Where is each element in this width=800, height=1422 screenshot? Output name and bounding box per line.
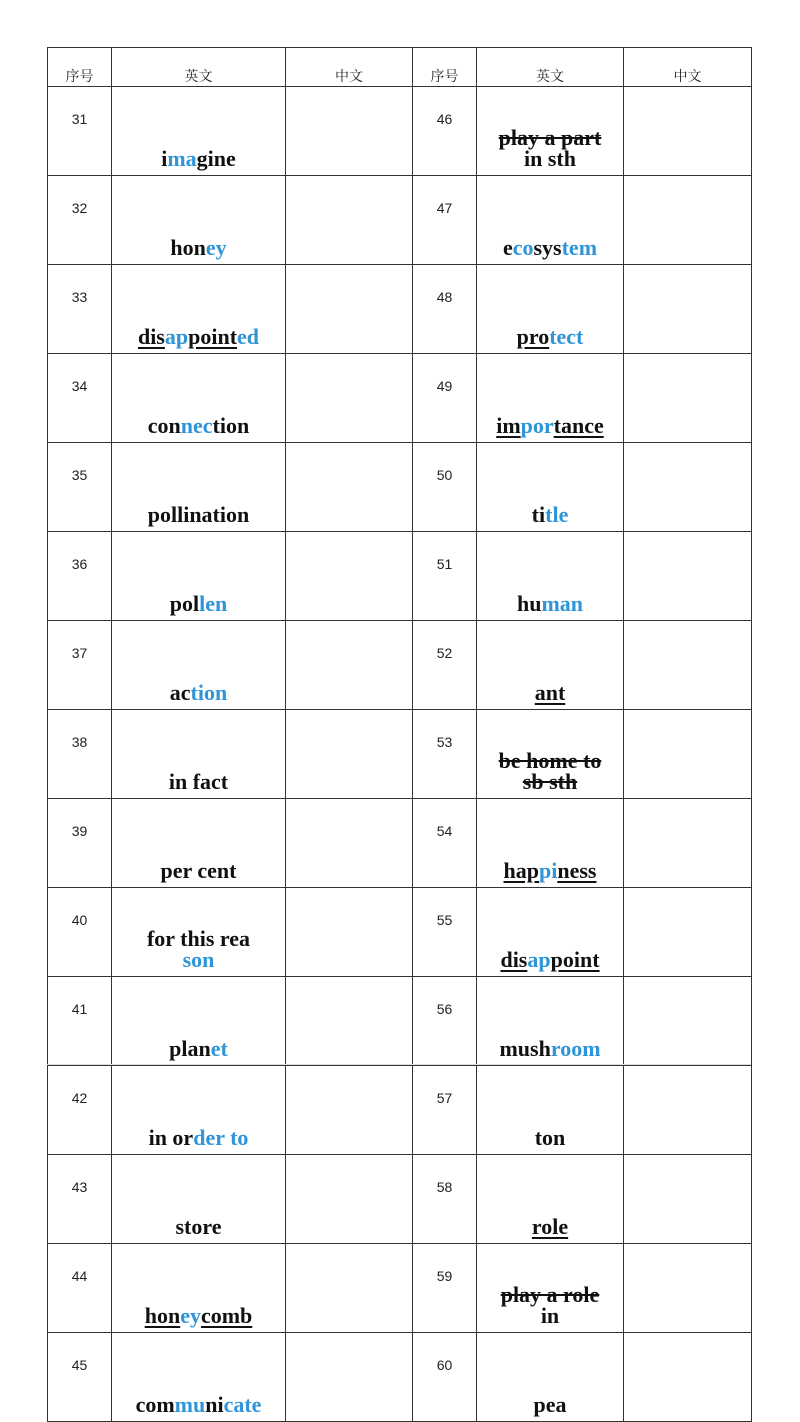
word-segment: i xyxy=(161,146,168,171)
word-segment: tle xyxy=(545,502,569,527)
english-word-cell xyxy=(112,888,286,977)
row-number: 43 xyxy=(48,1155,112,1244)
word-text xyxy=(499,750,602,792)
word-segment: be home to xyxy=(498,748,602,773)
chinese-answer-cell[interactable] xyxy=(624,354,752,443)
word-text xyxy=(517,326,584,347)
chinese-answer-cell[interactable] xyxy=(286,443,413,532)
table-row xyxy=(48,176,752,265)
chinese-answer-cell[interactable] xyxy=(286,265,413,354)
word-segment: pro xyxy=(516,324,550,349)
word-text xyxy=(169,771,228,792)
table-row xyxy=(48,1155,752,1244)
english-word-cell xyxy=(112,532,286,621)
chinese-answer-cell[interactable] xyxy=(624,710,752,799)
row-number: 45 xyxy=(48,1333,112,1422)
english-word-cell xyxy=(112,621,286,710)
table-row xyxy=(48,799,752,888)
row-number: 57 xyxy=(413,1066,477,1155)
word-segment: ed xyxy=(237,324,260,349)
word-text xyxy=(499,127,602,169)
word-segment: co xyxy=(512,235,534,260)
word-segment: pol xyxy=(169,591,200,616)
chinese-answer-cell[interactable] xyxy=(286,799,413,888)
english-word-cell xyxy=(112,710,286,799)
chinese-answer-cell[interactable] xyxy=(286,1333,413,1422)
row-number: 52 xyxy=(413,621,477,710)
word-segment: ma xyxy=(167,146,197,171)
row-number: 53 xyxy=(413,710,477,799)
word-segment: in fact xyxy=(168,769,229,794)
word-text xyxy=(175,1216,221,1237)
english-word-cell xyxy=(112,1333,286,1422)
word-text xyxy=(170,237,226,258)
word-text xyxy=(169,1038,228,1059)
row-number: 32 xyxy=(48,176,112,265)
english-word-cell xyxy=(477,532,624,621)
table-row xyxy=(48,621,752,710)
row-number: 41 xyxy=(48,977,112,1066)
word-segment: son xyxy=(182,947,215,972)
word-text xyxy=(138,326,259,347)
word-segment: sb sth xyxy=(522,769,578,794)
chinese-answer-cell[interactable] xyxy=(286,87,413,176)
table-row xyxy=(48,1066,752,1155)
english-word-cell xyxy=(112,87,286,176)
word-segment: dis xyxy=(137,324,165,349)
word-segment: der to xyxy=(193,1125,249,1150)
word-segment: ti xyxy=(531,502,546,527)
word-segment: pi xyxy=(539,858,558,883)
chinese-answer-cell[interactable] xyxy=(624,888,752,977)
row-number: 42 xyxy=(48,1066,112,1155)
word-segment: con xyxy=(147,413,181,438)
word-segment: ton xyxy=(534,1125,566,1150)
word-segment: pea xyxy=(533,1392,567,1417)
word-segment: gine xyxy=(196,146,236,171)
row-number: 48 xyxy=(413,265,477,354)
english-word-cell xyxy=(112,176,286,265)
row-number: 56 xyxy=(413,977,477,1066)
word-segment: ness xyxy=(557,858,597,883)
table-row xyxy=(48,265,752,354)
table-row xyxy=(48,532,752,621)
word-text xyxy=(149,1127,249,1148)
word-segment: ac xyxy=(169,680,191,705)
header-row xyxy=(48,48,752,87)
chinese-answer-cell[interactable] xyxy=(286,1244,413,1333)
english-word-cell xyxy=(477,443,624,532)
chinese-answer-cell[interactable] xyxy=(286,888,413,977)
english-word-cell xyxy=(112,1244,286,1333)
word-segment: role xyxy=(531,1214,569,1239)
word-segment: ap xyxy=(164,324,189,349)
chinese-answer-cell[interactable] xyxy=(624,1244,752,1333)
word-text xyxy=(504,860,597,881)
word-text xyxy=(532,1216,568,1237)
word-text xyxy=(147,928,250,970)
row-number: 46 xyxy=(413,87,477,176)
word-segment: per cent xyxy=(160,858,237,883)
word-segment: tect xyxy=(549,324,584,349)
word-segment: store xyxy=(175,1214,222,1239)
word-segment: ant xyxy=(534,680,566,705)
word-segment: in or xyxy=(148,1125,194,1150)
english-word-cell xyxy=(477,1066,624,1155)
english-word-cell xyxy=(477,1155,624,1244)
word-text xyxy=(161,860,237,881)
row-number: 54 xyxy=(413,799,477,888)
header-en-left: 英文 xyxy=(112,48,286,87)
english-word-cell xyxy=(112,443,286,532)
word-text xyxy=(148,415,249,436)
english-word-cell xyxy=(477,265,624,354)
word-text xyxy=(170,682,227,703)
chinese-answer-cell[interactable] xyxy=(286,977,413,1066)
chinese-answer-cell[interactable] xyxy=(286,1155,413,1244)
row-number: 35 xyxy=(48,443,112,532)
word-segment: for this rea xyxy=(146,926,251,951)
chinese-answer-cell[interactable] xyxy=(286,354,413,443)
row-number: 59 xyxy=(413,1244,477,1333)
word-text xyxy=(532,504,569,525)
english-word-cell xyxy=(477,354,624,443)
english-word-cell xyxy=(477,1333,624,1422)
english-word-cell xyxy=(477,176,624,265)
chinese-answer-cell[interactable] xyxy=(624,1333,752,1422)
chinese-answer-cell[interactable] xyxy=(286,1066,413,1155)
table-body xyxy=(48,87,752,1422)
header-cn-right: 中文 xyxy=(624,48,752,87)
word-segment: man xyxy=(541,591,584,616)
english-word-cell xyxy=(112,1066,286,1155)
word-segment: room xyxy=(550,1036,601,1061)
word-text xyxy=(501,1284,600,1326)
word-text xyxy=(534,1394,567,1415)
word-segment: mush xyxy=(499,1036,551,1061)
chinese-answer-cell[interactable] xyxy=(624,443,752,532)
word-segment: im xyxy=(496,413,521,438)
row-number: 38 xyxy=(48,710,112,799)
word-segment: ey xyxy=(205,235,227,260)
row-number: 49 xyxy=(413,354,477,443)
word-segment: in sth xyxy=(524,146,576,171)
word-segment: et xyxy=(210,1036,228,1061)
word-text xyxy=(145,1305,253,1326)
row-number: 37 xyxy=(48,621,112,710)
chinese-answer-cell[interactable] xyxy=(286,621,413,710)
row-number: 55 xyxy=(413,888,477,977)
word-segment: plan xyxy=(169,1036,211,1061)
row-number: 39 xyxy=(48,799,112,888)
table-row xyxy=(48,710,752,799)
header-cn-left: 中文 xyxy=(286,48,413,87)
row-number: 47 xyxy=(413,176,477,265)
english-word-cell xyxy=(112,1155,286,1244)
word-segment: hu xyxy=(516,591,542,616)
word-segment: mu xyxy=(174,1392,206,1417)
word-text xyxy=(136,1394,262,1415)
table-row xyxy=(48,443,752,532)
table-row xyxy=(48,87,752,176)
word-segment: pollination xyxy=(147,502,250,527)
page-bottom-rule xyxy=(47,1064,751,1065)
word-text xyxy=(170,593,227,614)
row-number: 58 xyxy=(413,1155,477,1244)
word-segment: tion xyxy=(190,680,228,705)
table-row xyxy=(48,1333,752,1422)
word-text xyxy=(148,504,249,525)
chinese-answer-cell[interactable] xyxy=(286,532,413,621)
chinese-answer-cell[interactable] xyxy=(624,1066,752,1155)
word-text xyxy=(535,1127,566,1148)
chinese-answer-cell[interactable] xyxy=(624,532,752,621)
chinese-answer-cell[interactable] xyxy=(624,176,752,265)
word-segment: ap xyxy=(527,947,551,972)
word-segment: tem xyxy=(561,235,598,260)
english-word-cell xyxy=(477,1244,624,1333)
chinese-answer-cell[interactable] xyxy=(286,176,413,265)
english-word-cell xyxy=(112,977,286,1066)
chinese-answer-cell[interactable] xyxy=(624,265,752,354)
word-segment: dis xyxy=(500,947,528,972)
english-word-cell xyxy=(112,799,286,888)
word-segment: hap xyxy=(503,858,539,883)
word-segment: tion xyxy=(212,413,250,438)
english-word-cell xyxy=(112,265,286,354)
row-number: 51 xyxy=(413,532,477,621)
table-row xyxy=(48,888,752,977)
english-word-cell xyxy=(477,799,624,888)
word-segment: play a role xyxy=(500,1282,600,1307)
word-segment: nec xyxy=(180,413,213,438)
word-text xyxy=(496,415,604,436)
word-segment: play a part xyxy=(498,125,602,150)
word-segment: ni xyxy=(205,1392,224,1417)
word-segment: tance xyxy=(553,413,604,438)
row-number: 50 xyxy=(413,443,477,532)
table-row xyxy=(48,1244,752,1333)
chinese-answer-cell[interactable] xyxy=(624,621,752,710)
row-number: 31 xyxy=(48,87,112,176)
row-number: 33 xyxy=(48,265,112,354)
word-text xyxy=(500,949,599,970)
row-number: 40 xyxy=(48,888,112,977)
word-segment: ey xyxy=(180,1303,201,1328)
word-segment: in xyxy=(540,1303,560,1328)
word-segment: hon xyxy=(170,235,206,260)
row-number: 36 xyxy=(48,532,112,621)
header-num-left: 序号 xyxy=(48,48,112,87)
chinese-answer-cell[interactable] xyxy=(624,1155,752,1244)
english-word-cell xyxy=(477,621,624,710)
row-number: 34 xyxy=(48,354,112,443)
word-text xyxy=(161,148,236,169)
header-num-right: 序号 xyxy=(413,48,477,87)
word-text xyxy=(517,593,583,614)
english-word-cell xyxy=(112,354,286,443)
word-segment: point xyxy=(188,324,238,349)
word-segment: por xyxy=(520,413,554,438)
word-segment: hon xyxy=(144,1303,181,1328)
table-row xyxy=(48,354,752,443)
word-text xyxy=(535,682,566,703)
english-word-cell xyxy=(477,977,624,1066)
chinese-answer-cell[interactable] xyxy=(286,710,413,799)
chinese-answer-cell[interactable] xyxy=(624,799,752,888)
header-en-right: 英文 xyxy=(477,48,624,87)
word-segment: point xyxy=(550,947,600,972)
word-segment: comb xyxy=(200,1303,253,1328)
word-text xyxy=(503,237,597,258)
english-word-cell xyxy=(477,710,624,799)
word-segment: e xyxy=(502,235,513,260)
word-segment: cate xyxy=(223,1392,262,1417)
chinese-answer-cell[interactable] xyxy=(624,977,752,1066)
word-segment: len xyxy=(199,591,228,616)
row-number: 60 xyxy=(413,1333,477,1422)
row-number: 44 xyxy=(48,1244,112,1333)
chinese-answer-cell[interactable] xyxy=(624,87,752,176)
word-segment: sys xyxy=(533,235,562,260)
table-row xyxy=(48,977,752,1066)
english-word-cell xyxy=(477,888,624,977)
vocabulary-table xyxy=(47,47,752,1422)
english-word-cell xyxy=(477,87,624,176)
word-segment: com xyxy=(135,1392,175,1417)
word-text xyxy=(499,1038,600,1059)
